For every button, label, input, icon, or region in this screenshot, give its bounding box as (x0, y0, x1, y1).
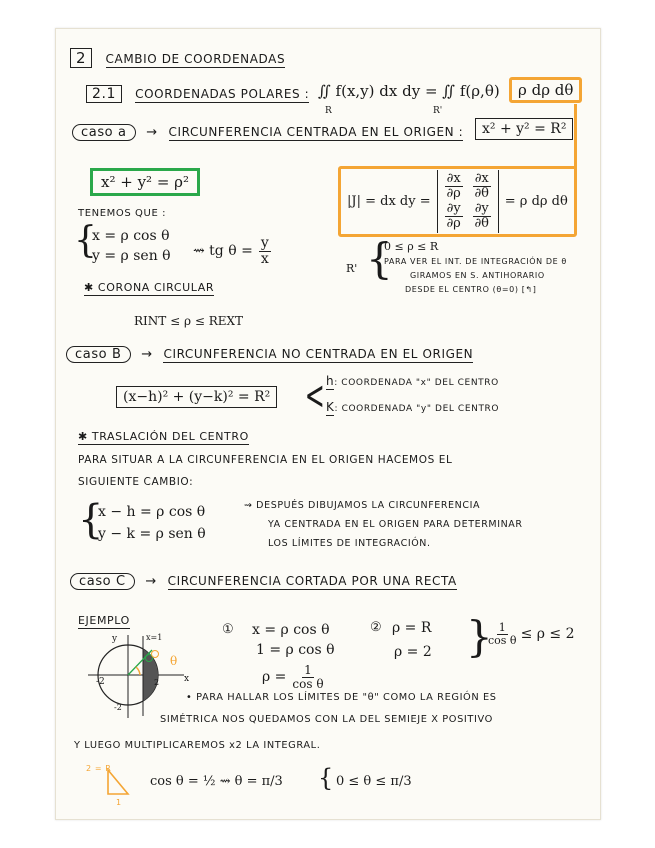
theta-arc (136, 667, 140, 675)
theta-range: 0 ≤ θ ≤ π/3 (336, 774, 412, 789)
y-polar-eq: y = ρ sen θ (92, 248, 171, 264)
orange-connector (574, 104, 577, 174)
jacobian-highlight: ρ dρ dθ (509, 77, 582, 103)
region-rprime-label: R' (433, 106, 443, 116)
subsection-title: COORDENADAS POLARES : (135, 87, 310, 101)
caso-c-row: caso C → CIRCUNFERENCIA CORTADA POR UNA RECTA (70, 574, 457, 589)
triangle-label: 2 = R (86, 764, 112, 773)
diagram-pos2-label: 2 (154, 678, 160, 687)
rprime-range: 0 ≤ ρ ≤ R (384, 240, 439, 253)
caso-a-title: CIRCUNFERENCIA CENTRADA EN EL ORIGEN : (168, 125, 464, 139)
x-polar-eq: x = ρ cos θ (92, 228, 170, 244)
step1-a: x = ρ cos θ (252, 622, 330, 638)
section-number: 2 (70, 48, 92, 68)
caso-c-title: CIRCUNFERENCIA CORTADA POR UNA RECTA (167, 574, 457, 588)
rprime-label: R' (346, 262, 358, 275)
step1-b: 1 = ρ cos θ (256, 642, 335, 658)
brace-theta: { (318, 764, 334, 792)
angle-bracket: < (304, 373, 325, 419)
caso-a-equation: x² + y² = R² (475, 118, 573, 140)
section-header (70, 49, 285, 67)
h-description: h: COORDENADA "x" DEL CENTRO (326, 374, 499, 388)
despues-2: YA CENTRADA EN EL ORIGEN PARA DETERMINAR (268, 519, 523, 530)
tg-relation: ⇝ tg θ = $\frac{y}{x}$ (193, 235, 269, 267)
corona-heading: ✱ CORONA CIRCULAR (84, 281, 215, 294)
rprime-note-3: DESDE EL CENTRO (θ=0) [↰] (405, 285, 537, 294)
diagram-y-label: y (112, 634, 118, 644)
caso-b-equation: (x−h)² + (y−k)² = R² (116, 386, 277, 408)
marker-orange (152, 651, 159, 658)
diagram-negy2-label: -2 (114, 703, 122, 712)
k-description: K: COORDENADA "y" DEL CENTRO (326, 400, 500, 414)
brace-rprime: { (366, 234, 393, 283)
formula-right: ∬ f(ρ,θ) (442, 82, 500, 100)
jac-dx-dtheta: $\frac{\partial x}{\partial\theta}$ (474, 171, 489, 201)
step1-number: ① (222, 622, 234, 637)
brace-a: { (74, 220, 97, 261)
caso-a-row: caso a → CIRCUNFERENCIA CENTRADA EN EL ORIGEN : (72, 125, 463, 140)
rprime-note-1: PARA VER EL INT. DE INTEGRACIÓN DE θ (384, 257, 567, 266)
diagram-x-label: x (184, 674, 190, 684)
jacobian-result: = ρ dρ dθ (504, 193, 568, 209)
formula-left: ∬ f(x,y) dx dy = (318, 82, 438, 100)
jacobian-matrix (437, 170, 499, 233)
diagram-neg2-label: -2 (96, 677, 105, 687)
caso-b-row: caso B → CIRCUNFERENCIA NO CENTRADA EN EL ORIGEN (66, 347, 473, 362)
xh-eq: x − h = ρ cos θ (98, 504, 206, 520)
brace-range: } (466, 612, 493, 661)
region-r-label: R (325, 106, 332, 116)
circle-diagram (80, 630, 190, 720)
diagram-theta-label: θ (170, 654, 178, 668)
traslacion-para-1: PARA SITUAR A LA CIRCUNFERENCIA EN EL ORIGEN HACEMOS EL (78, 454, 453, 466)
caso-a-label: caso a (72, 124, 136, 141)
step2-number: ② (370, 620, 382, 635)
jac-dy-dtheta: $\frac{\partial y}{\partial\theta}$ (474, 201, 489, 231)
jac-dx-drho: $\frac{\partial x}{\partial\rho}$ (446, 171, 461, 201)
jac-dy-drho: $\frac{\partial y}{\partial\rho}$ (446, 201, 461, 231)
section-title: CAMBIO DE COORDENADAS (105, 52, 286, 66)
step2-b: ρ = 2 (394, 644, 432, 660)
traslacion-para-2: SIGUIENTE CAMBIO: (78, 476, 194, 488)
polar-formula (318, 82, 500, 100)
yk-eq: y − k = ρ sen θ (98, 526, 206, 542)
caso-b-label: caso B (66, 346, 131, 363)
rprime-note-2: GIRAMOS EN S. ANTIHORARIO (410, 271, 545, 280)
despues-1: ⇝ DESPUÉS DIBUJAMOS LA CIRCUNFERENCIA (244, 500, 481, 511)
caso-b-title: CIRCUNFERENCIA NO CENTRADA EN EL ORIGEN (163, 347, 474, 361)
subsection-header (86, 86, 309, 102)
rho-range: $\frac{1}{\text{cos θ}}$ ≤ ρ ≤ 2 (488, 621, 575, 647)
tenemos-text: TENEMOS QUE : (78, 208, 167, 219)
despues-3: LOS LÍMITES DE INTEGRACIÓN. (268, 538, 431, 549)
triangle-shape (108, 770, 128, 794)
jacobian-box (338, 166, 577, 237)
caso-c-label: caso C (70, 573, 135, 590)
triangle-bottom-label: 1 (116, 798, 122, 807)
jacobian-left: |J| = dx dy = (347, 193, 431, 209)
ejemplo-label: EJEMPLO (78, 614, 130, 627)
traslacion-heading: ✱ TRASLACIÓN DEL CENTRO (78, 430, 249, 443)
note-3: Y LUEGO MULTIPLICAREMOS x2 LA INTEGRAL. (74, 740, 321, 751)
subsection-number: 2.1 (86, 85, 122, 103)
diagram-x1-label: x=1 (146, 633, 163, 642)
corona-range: RINT ≤ ρ ≤ REXT (134, 314, 244, 328)
step2-a: ρ = R (392, 620, 432, 636)
cos-equation: cos θ = ½ ⇝ θ = π/3 (150, 774, 283, 789)
triangle-diagram (104, 768, 132, 798)
brace-b: { (78, 497, 104, 543)
note-1: • PARA HALLAR LOS LÍMITES DE "θ" COMO LA REGIÓN ES (186, 692, 497, 703)
note-2: SIMÉTRICA NOS QUEDAMOS CON LA DEL SEMIEJE X POSITIVO (160, 714, 493, 725)
green-equation-box: x² + y² = ρ² (90, 168, 200, 196)
step1-c: ρ = $\frac{1}{\text{cos θ}}$ (262, 663, 324, 691)
